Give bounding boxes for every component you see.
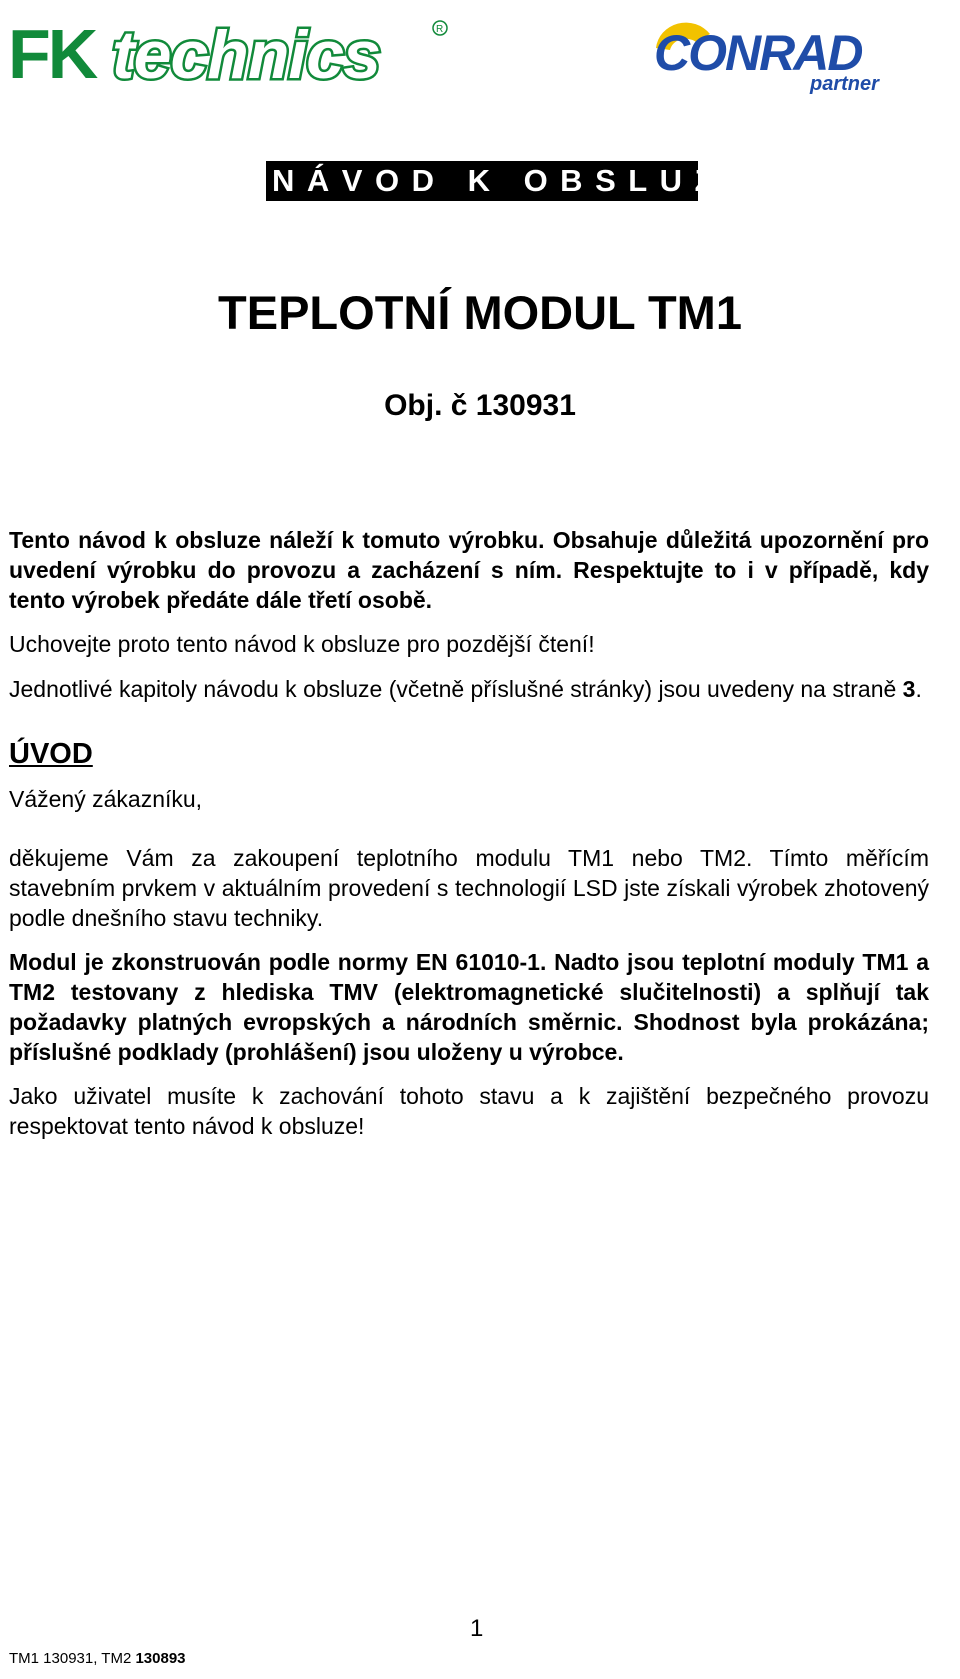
chapters-note-text: Jednotlivé kapitoly návodu k obsluze (včetně příslušné stránky) jsou uvedeny na straně — [9, 676, 903, 702]
page-number: 1 — [470, 1615, 484, 1642]
document-type-banner: NÁVOD K OBSLUZE — [266, 161, 698, 201]
section-heading-intro: ÚVOD — [9, 738, 93, 770]
order-number: Obj. č 130931 — [384, 389, 576, 422]
svg-text:technics: technics — [112, 17, 380, 93]
document-body — [9, 525, 929, 1141]
salutation: Vážený zákazníku, — [9, 786, 203, 812]
svg-text:FK: FK — [8, 15, 96, 93]
svg-text:R: R — [436, 24, 444, 35]
footer-code-bold: 130893 — [135, 1650, 186, 1667]
chapters-note — [9, 674, 929, 704]
intro-notice: Tento návod k obsluze náleží k tomuto výrobku. Obsahuje důležitá upozornění pro uvedení výrobku do provozu a zacházení s ním. Respektujte to i v případě, kdy tento výrobek předáte dále třetí osobě. — [9, 527, 929, 613]
conformity-paragraph: Modul je zkonstruován podle normy EN 61010-1. Nadto jsou teplotní moduly TM1 a TM2 testovany z hlediska TMV (elektromagnetické slučitelnosti) a splňují tak požadavky platných evropských a národních směrnic. Shodnost byla prokázána; příslušné podklady (prohlášení) jsou uloženy u výrobce. — [9, 949, 929, 1065]
intro-paragraph: děkujeme Vám za zakoupení teplotního modulu TM1 nebo TM2. Tímto měřícím stavebním prvkem v aktuálním provedení s technologií LSD jste získali výrobek zhotovený podle dnešního stavu techniky. — [9, 845, 929, 931]
fk-technics-logo — [8, 14, 458, 92]
svg-text:CONRAD: CONRAD — [654, 25, 862, 81]
document-title: TEPLOTNÍ MODUL TM1 — [218, 286, 742, 339]
user-instruction-paragraph: Jako uživatel musíte k zachování tohoto stavu a k zajištění bezpečného provozu respektovat tento návod k obsluze! — [9, 1083, 929, 1139]
keep-manual-note: Uchovejte proto tento návod k obsluze pro pozdější čtení! — [9, 631, 595, 657]
svg-text:partner: partner — [810, 73, 879, 95]
chapters-note-end: . — [915, 676, 922, 702]
chapters-page-ref: 3 — [902, 676, 916, 702]
footer-product-codes — [9, 1649, 186, 1669]
footer-text: TM1 130931, TM2 — [9, 1650, 136, 1667]
conrad-partner-logo — [652, 16, 914, 94]
